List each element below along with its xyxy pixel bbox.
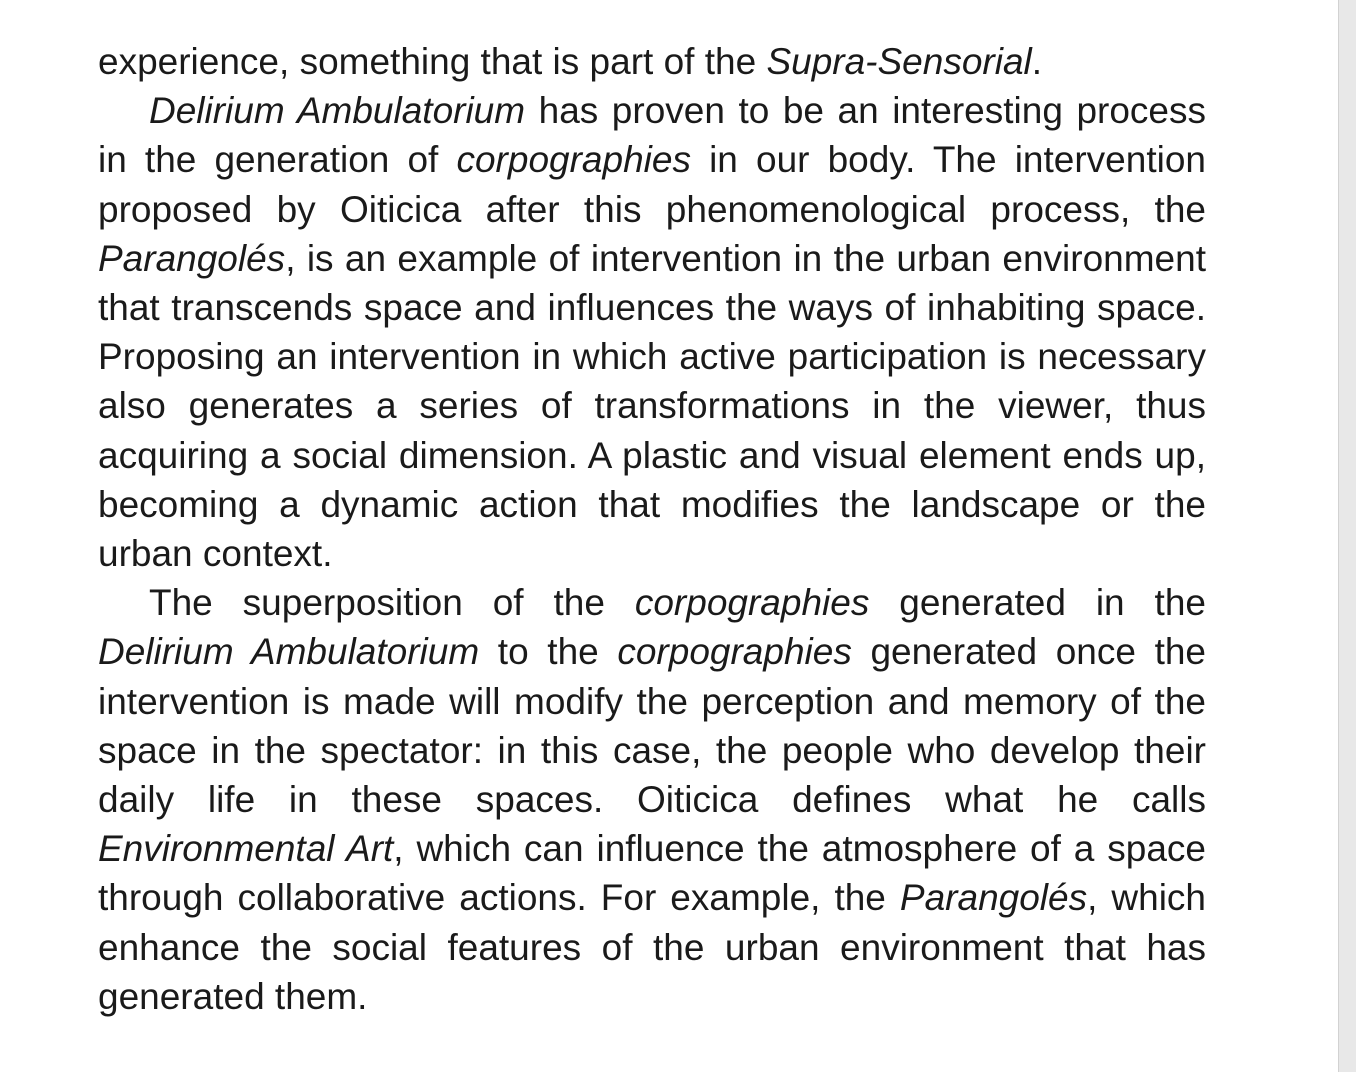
paragraph-2-italic-1: Delirium Ambulatorium xyxy=(149,90,526,132)
paragraph-3-italic-1: corpographies xyxy=(634,582,870,624)
paragraph-3-text-3: to the xyxy=(479,631,618,673)
paragraph-3-italic-4: Environmental Art xyxy=(98,828,394,870)
document-body xyxy=(98,37,1206,1021)
paragraph-2-text-1: has proven to be an interesting process in the generation of xyxy=(98,90,1206,181)
paragraph-3-text-6: , which enhance the social features of the urban environment that has generated them. xyxy=(98,877,1207,1017)
paragraph-2 xyxy=(98,86,1206,578)
paragraph-3-italic-5: Parangolés xyxy=(899,877,1088,919)
paragraph-2-text-2: in our body. The intervention proposed by Oiticica after this phenomenological process, the xyxy=(98,139,1206,230)
paragraph-2-italic-3: Parangolés xyxy=(98,237,286,279)
paragraph-3-italic-3: corpographies xyxy=(617,631,852,673)
paragraph-3-italic-2: Delirium Ambulatorium xyxy=(98,631,480,673)
paragraph-1-text-1: experience, something that is part of the xyxy=(98,41,767,82)
paragraph-1-text-2: . xyxy=(1031,41,1043,82)
paragraph-1 xyxy=(98,37,1206,86)
paragraph-3-text-1: The superposition of the xyxy=(149,582,635,624)
paragraph-1-italic-1: Supra-Sensorial xyxy=(766,41,1032,82)
paragraph-2-text-3: , is an example of intervention in the urban environment that transcends space and influences the ways of inhabiting space. Proposing an intervention in which active participation is necessary also generates a series of transformations in the viewer, thus acquiring a social dimension. A plastic and visual element ends up, becoming a dynamic action that modifies the landscape or the urban context. xyxy=(98,237,1206,575)
paragraph-3-text-5: , which can influence the atmosphere of a space through collaborative actions. For example, the xyxy=(98,828,1206,919)
paragraph-2-italic-2: corpographies xyxy=(456,139,691,181)
vertical-scrollbar[interactable] xyxy=(1338,0,1356,1072)
paragraph-3-text-2: generated in the xyxy=(869,582,1206,624)
paragraph-3-text-4: generated once the intervention is made will modify the perception and memory of the space in the spectator: in this case, the people who develop their daily life in these spaces. Oiticica defines what he calls xyxy=(98,631,1206,821)
paragraph-3 xyxy=(98,578,1206,1021)
